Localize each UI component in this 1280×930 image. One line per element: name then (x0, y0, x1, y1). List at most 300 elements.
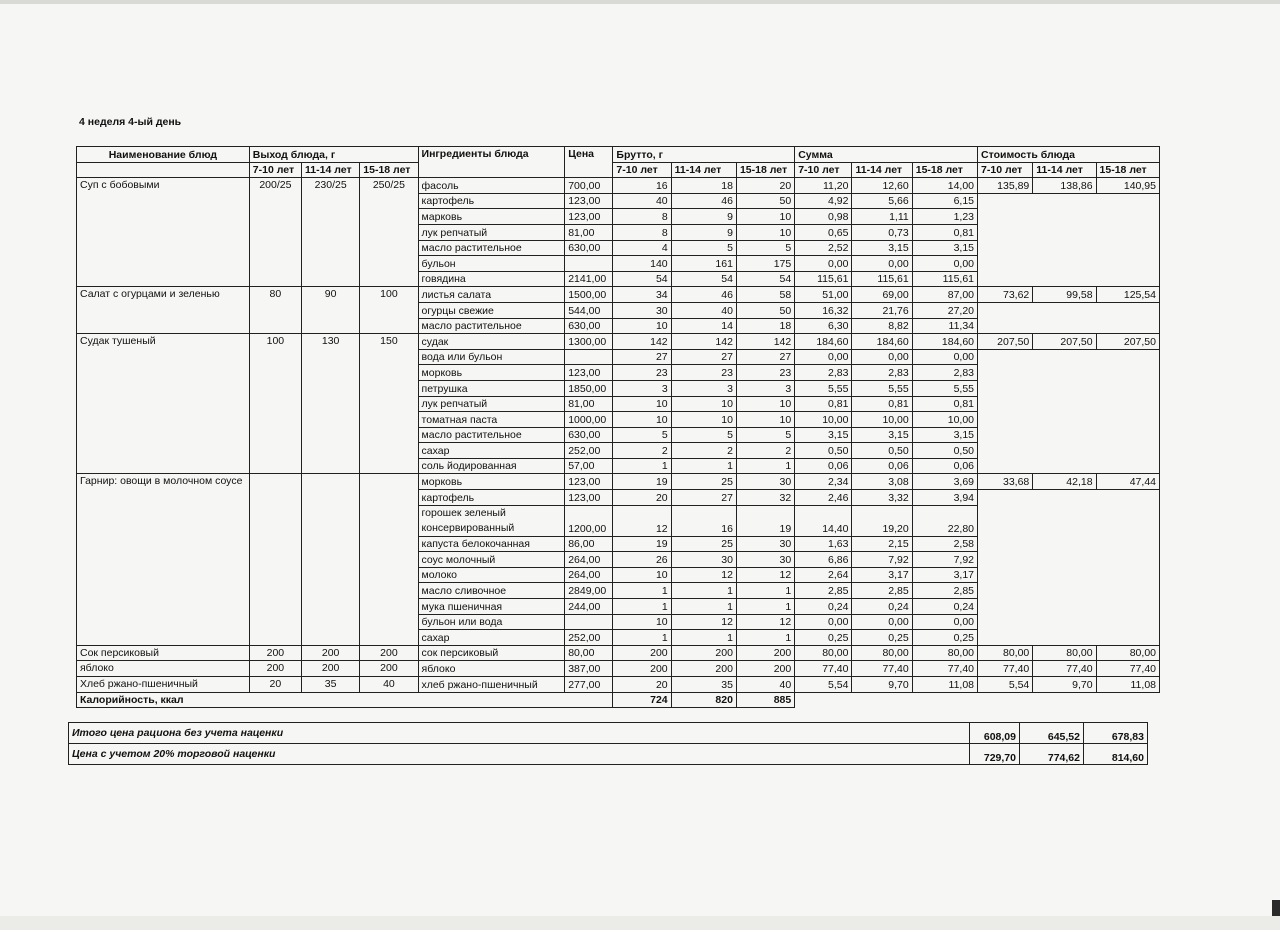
ingredient-sum: 77,40 (795, 661, 852, 677)
ingredient-row (77, 287, 1160, 303)
header-row-1 (77, 147, 1160, 163)
dish-yield: 200 (360, 645, 418, 661)
dish-cost: 207,50 (978, 334, 1033, 350)
dish-cost-empty (978, 302, 1160, 333)
calories-label: Калорийность, ккал (77, 692, 613, 708)
ingredient-gross: 200 (613, 645, 671, 661)
header-age: 15-18 лет (736, 162, 794, 178)
ingredient-price: 1000,00 (565, 412, 613, 428)
ingredient-name: бульон (418, 256, 565, 272)
dish-cost: 207,50 (1096, 334, 1159, 350)
ingredient-name: лук репчатый (418, 396, 565, 412)
ingredient-sum: 0,24 (852, 599, 912, 615)
ingredient-price: 264,00 (565, 567, 613, 583)
ingredient-sum: 6,30 (795, 318, 852, 334)
ingredient-gross: 54 (613, 271, 671, 287)
header-age: 7-10 лет (795, 162, 852, 178)
header-gross: Брутто, г (613, 147, 795, 163)
ingredient-gross: 20 (613, 490, 671, 506)
ingredient-gross: 50 (736, 193, 794, 209)
dish-yield: 100 (249, 334, 301, 474)
ingredient-sum: 184,60 (852, 334, 912, 350)
ingredient-sum: 115,61 (795, 271, 852, 287)
dish-yield: 200 (360, 661, 418, 677)
ingredient-gross: 200 (671, 661, 736, 677)
header-age: 11-14 лет (852, 162, 912, 178)
ingredient-gross: 1 (671, 599, 736, 615)
ingredient-gross: 4 (613, 240, 671, 256)
ingredient-price: 387,00 (565, 661, 613, 677)
ingredient-sum: 21,76 (852, 302, 912, 318)
ingredient-gross: 32 (736, 490, 794, 506)
ingredient-sum: 22,80 (912, 505, 977, 536)
dish-yield: 130 (302, 334, 360, 474)
ingredient-row (77, 677, 1160, 693)
ingredient-sum: 3,69 (912, 474, 977, 490)
dish-yield: 90 (302, 287, 360, 334)
dish-name: яблоко (77, 661, 250, 677)
ingredient-sum: 0,81 (912, 224, 977, 240)
header-dish-cost: Стоимость блюда (978, 147, 1160, 163)
ingredient-gross: 1 (613, 583, 671, 599)
dish-cost: 47,44 (1096, 474, 1159, 490)
ingredient-name: сахар (418, 630, 565, 646)
dish-cost: 42,18 (1033, 474, 1096, 490)
ingredient-sum: 0,81 (795, 396, 852, 412)
ingredient-gross: 58 (736, 287, 794, 303)
ingredient-price: 1200,00 (565, 505, 613, 536)
ingredient-name: мука пшеничная (418, 599, 565, 615)
ingredient-sum: 9,70 (852, 677, 912, 693)
ingredient-gross: 200 (671, 645, 736, 661)
header-age: 11-14 лет (671, 162, 736, 178)
dish-yield: 200/25 (249, 178, 301, 287)
ingredient-gross: 10 (613, 396, 671, 412)
dish-cost: 5,54 (978, 677, 1033, 693)
ingredient-gross: 40 (671, 302, 736, 318)
total-base-label: Итого цена рациона без учета наценки (69, 723, 970, 744)
ingredient-sum: 10,00 (852, 412, 912, 428)
ingredient-sum: 3,15 (852, 427, 912, 443)
dish-cost: 77,40 (1096, 661, 1159, 677)
ingredient-sum: 14,00 (912, 178, 977, 194)
ingredient-price: 123,00 (565, 209, 613, 225)
ingredient-price: 252,00 (565, 443, 613, 459)
dish-yield: 200 (249, 645, 301, 661)
ingredient-sum: 5,55 (795, 380, 852, 396)
header-empty (77, 162, 250, 178)
ingredient-sum: 4,92 (795, 193, 852, 209)
ingredient-name: судак (418, 334, 565, 350)
ingredient-sum: 5,54 (795, 677, 852, 693)
dish-yield (360, 474, 418, 645)
ingredient-gross: 34 (613, 287, 671, 303)
ingredient-gross: 1 (736, 630, 794, 646)
ingredient-sum: 0,00 (795, 256, 852, 272)
header-price: Цена (565, 147, 613, 178)
ingredient-sum: 184,60 (912, 334, 977, 350)
ingredient-gross: 8 (613, 209, 671, 225)
ingredient-gross: 9 (671, 209, 736, 225)
ingredient-gross: 40 (736, 677, 794, 693)
ingredient-sum: 0,65 (795, 224, 852, 240)
dish-cost: 99,58 (1033, 287, 1096, 303)
ingredient-name: масло растительное (418, 240, 565, 256)
dish-yield: 200 (302, 645, 360, 661)
ingredient-gross: 18 (671, 178, 736, 194)
ingredient-sum: 3,15 (912, 240, 977, 256)
ingredient-gross: 5 (671, 427, 736, 443)
ingredient-gross: 27 (671, 490, 736, 506)
ingredient-price: 123,00 (565, 474, 613, 490)
ingredient-gross: 19 (613, 474, 671, 490)
ingredient-sum: 0,25 (852, 630, 912, 646)
ingredient-gross: 2 (736, 443, 794, 459)
total-markup-value: 729,70 (970, 744, 1020, 765)
totals-table (68, 722, 1148, 765)
dish-yield: 150 (360, 334, 418, 474)
ingredient-gross: 23 (736, 365, 794, 381)
total-row-markup (69, 744, 1148, 765)
ingredient-gross: 1 (736, 583, 794, 599)
ingredient-sum: 115,61 (852, 271, 912, 287)
ingredient-gross: 9 (671, 224, 736, 240)
header-age: 15-18 лет (912, 162, 977, 178)
ingredient-name: листья салата (418, 287, 565, 303)
ingredient-sum: 77,40 (852, 661, 912, 677)
ingredient-gross: 3 (736, 380, 794, 396)
ingredient-price (565, 614, 613, 630)
dish-name: Салат с огурцами и зеленью (77, 287, 250, 334)
header-age: 11-14 лет (1033, 162, 1096, 178)
header-age: 7-10 лет (613, 162, 671, 178)
scan-edge-top (0, 0, 1280, 4)
dish-cost: 33,68 (978, 474, 1033, 490)
ingredient-gross: 1 (736, 458, 794, 474)
ingredient-gross: 46 (671, 193, 736, 209)
ingredient-sum: 0,00 (852, 256, 912, 272)
ingredient-sum: 0,81 (852, 396, 912, 412)
ingredient-gross: 200 (613, 661, 671, 677)
ingredient-gross: 30 (736, 474, 794, 490)
ingredient-price: 1500,00 (565, 287, 613, 303)
header-row-2 (77, 162, 1160, 178)
dish-yield: 100 (360, 287, 418, 334)
ingredient-sum: 0,00 (912, 349, 977, 365)
ingredient-price: 700,00 (565, 178, 613, 194)
ingredient-name: лук репчатый (418, 224, 565, 240)
ingredient-gross: 27 (736, 349, 794, 365)
ingredient-gross: 5 (736, 427, 794, 443)
ingredient-sum: 7,92 (852, 552, 912, 568)
ingredient-gross: 161 (671, 256, 736, 272)
ingredient-sum: 2,64 (795, 567, 852, 583)
ingredient-gross: 25 (671, 536, 736, 552)
menu-body (77, 178, 1160, 708)
ingredient-sum: 0,00 (795, 349, 852, 365)
ingredient-price: 630,00 (565, 240, 613, 256)
ingredient-gross: 10 (736, 396, 794, 412)
ingredient-gross: 12 (736, 567, 794, 583)
ingredient-row (77, 474, 1160, 490)
ingredient-sum: 0,00 (852, 614, 912, 630)
dish-cost: 80,00 (1096, 645, 1159, 661)
ingredient-gross: 46 (671, 287, 736, 303)
calories-empty (795, 692, 1160, 708)
dish-name: Судак тушеный (77, 334, 250, 474)
ingredient-gross: 50 (736, 302, 794, 318)
ingredient-sum: 1,11 (852, 209, 912, 225)
ingredient-name: сахар (418, 443, 565, 459)
ingredient-name: марковь (418, 209, 565, 225)
header-age: 15-18 лет (360, 162, 418, 178)
ingredient-sum: 16,32 (795, 302, 852, 318)
ingredient-gross: 1 (613, 458, 671, 474)
dish-cost: 11,08 (1096, 677, 1159, 693)
total-markup-value: 774,62 (1020, 744, 1084, 765)
ingredient-name: масло растительное (418, 318, 565, 334)
ingredient-sum: 0,06 (852, 458, 912, 474)
ingredient-gross: 200 (736, 645, 794, 661)
ingredient-sum: 5,55 (852, 380, 912, 396)
ingredient-name: соль йодированная (418, 458, 565, 474)
header-age: 15-18 лет (1096, 162, 1159, 178)
header-age: 7-10 лет (249, 162, 301, 178)
ingredient-sum: 1,23 (912, 209, 977, 225)
ingredient-sum: 0,50 (795, 443, 852, 459)
dish-cost: 207,50 (1033, 334, 1096, 350)
ingredient-sum: 5,66 (852, 193, 912, 209)
calories-value: 885 (736, 692, 794, 708)
ingredient-sum: 2,85 (795, 583, 852, 599)
ingredient-sum: 0,50 (852, 443, 912, 459)
ingredient-price (565, 349, 613, 365)
ingredient-name: томатная паста (418, 412, 565, 428)
dish-cost: 140,95 (1096, 178, 1159, 194)
ingredient-sum: 11,20 (795, 178, 852, 194)
ingredient-row (77, 178, 1160, 194)
dish-yield: 35 (302, 677, 360, 693)
ingredient-sum: 27,20 (912, 302, 977, 318)
ingredient-gross: 2 (671, 443, 736, 459)
total-base-value: 608,09 (970, 723, 1020, 744)
dish-yield: 230/25 (302, 178, 360, 287)
ingredient-price: 264,00 (565, 552, 613, 568)
dish-cost: 73,62 (978, 287, 1033, 303)
dish-cost: 80,00 (1033, 645, 1096, 661)
ingredient-sum: 2,46 (795, 490, 852, 506)
ingredient-row (77, 334, 1160, 350)
ingredient-gross: 10 (613, 567, 671, 583)
page-title: 4 неделя 4-ый день (79, 116, 182, 128)
ingredient-gross: 19 (613, 536, 671, 552)
ingredient-sum: 10,00 (912, 412, 977, 428)
ingredient-sum: 2,34 (795, 474, 852, 490)
total-markup-label: Цена с учетом 20% торговой наценки (69, 744, 970, 765)
ingredient-price: 86,00 (565, 536, 613, 552)
ingredient-sum: 0,24 (795, 599, 852, 615)
ingredient-sum: 2,83 (795, 365, 852, 381)
ingredient-gross: 10 (613, 614, 671, 630)
ingredient-sum: 6,86 (795, 552, 852, 568)
dish-name: Сок персиковый (77, 645, 250, 661)
ingredient-gross: 5 (671, 240, 736, 256)
ingredient-gross: 1 (613, 630, 671, 646)
ingredient-sum: 184,60 (795, 334, 852, 350)
ingredient-gross: 26 (613, 552, 671, 568)
ingredient-sum: 2,83 (852, 365, 912, 381)
calories-value: 724 (613, 692, 671, 708)
ingredient-gross: 12 (671, 567, 736, 583)
ingredient-sum: 0,98 (795, 209, 852, 225)
dish-yield (302, 474, 360, 645)
ingredient-gross: 5 (613, 427, 671, 443)
ingredient-gross: 23 (613, 365, 671, 381)
ingredient-sum: 0,25 (912, 630, 977, 646)
ingredient-gross: 140 (613, 256, 671, 272)
ingredient-sum: 87,00 (912, 287, 977, 303)
ingredient-sum: 3,15 (795, 427, 852, 443)
ingredient-sum: 0,00 (912, 614, 977, 630)
ingredient-price: 1300,00 (565, 334, 613, 350)
ingredient-gross: 30 (613, 302, 671, 318)
ingredient-sum: 3,94 (912, 490, 977, 506)
ingredient-gross: 10 (736, 209, 794, 225)
ingredient-sum: 77,40 (912, 661, 977, 677)
ingredient-name: вода или бульон (418, 349, 565, 365)
ingredient-name: молоко (418, 567, 565, 583)
ingredient-sum: 80,00 (852, 645, 912, 661)
ingredient-sum: 11,34 (912, 318, 977, 334)
ingredient-gross: 18 (736, 318, 794, 334)
header-yield: Выход блюда, г (249, 147, 418, 163)
ingredient-sum: 0,24 (912, 599, 977, 615)
ingredient-gross: 10 (613, 318, 671, 334)
ingredient-price: 630,00 (565, 318, 613, 334)
dish-cost: 80,00 (978, 645, 1033, 661)
ingredient-sum: 3,08 (852, 474, 912, 490)
ingredient-sum: 6,15 (912, 193, 977, 209)
ingredient-price: 277,00 (565, 677, 613, 693)
ingredient-gross: 142 (613, 334, 671, 350)
ingredient-sum: 3,17 (912, 567, 977, 583)
calories-row (77, 692, 1160, 708)
ingredient-name: говядина (418, 271, 565, 287)
ingredient-gross: 19 (736, 505, 794, 536)
ingredient-price: 244,00 (565, 599, 613, 615)
ingredient-sum: 0,06 (795, 458, 852, 474)
total-base-value: 678,83 (1084, 723, 1148, 744)
dish-cost-empty (978, 349, 1160, 474)
ingredient-gross: 54 (671, 271, 736, 287)
dish-cost-empty (978, 193, 1160, 287)
ingredient-sum: 3,15 (852, 240, 912, 256)
ingredient-gross: 16 (671, 505, 736, 536)
ingredient-price: 2849,00 (565, 583, 613, 599)
ingredient-sum: 3,17 (852, 567, 912, 583)
ingredient-sum: 2,85 (852, 583, 912, 599)
total-row-base (69, 723, 1148, 744)
dish-cost: 77,40 (978, 661, 1033, 677)
ingredient-sum: 7,92 (912, 552, 977, 568)
ingredient-sum: 2,52 (795, 240, 852, 256)
ingredient-sum: 11,08 (912, 677, 977, 693)
ingredient-gross: 27 (613, 349, 671, 365)
dish-cost: 135,89 (978, 178, 1033, 194)
ingredient-sum: 0,25 (795, 630, 852, 646)
ingredient-row (77, 661, 1160, 677)
ingredient-sum: 0,81 (912, 396, 977, 412)
ingredient-sum: 3,32 (852, 490, 912, 506)
ingredient-gross: 20 (736, 178, 794, 194)
ingredient-gross: 16 (613, 178, 671, 194)
ingredient-name: яблоко (418, 661, 565, 677)
ingredient-gross: 30 (736, 552, 794, 568)
ingredient-sum: 2,15 (852, 536, 912, 552)
ingredient-name: петрушка (418, 380, 565, 396)
ingredient-sum: 5,55 (912, 380, 977, 396)
ingredient-gross: 20 (613, 677, 671, 693)
calories-value: 820 (671, 692, 736, 708)
ingredient-name: хлеб ржано-пшеничный (418, 677, 565, 693)
ingredient-row (77, 645, 1160, 661)
ingredient-gross: 1 (671, 583, 736, 599)
menu-table (76, 146, 1160, 708)
ingredient-sum: 115,61 (912, 271, 977, 287)
ingredient-gross: 10 (671, 412, 736, 428)
scan-edge-bottom (0, 916, 1280, 930)
ingredient-name: горошек зеленый консервированный (418, 505, 565, 536)
dish-yield (249, 474, 301, 645)
ingredient-gross: 10 (736, 224, 794, 240)
header-sum: Сумма (795, 147, 978, 163)
ingredient-price: 123,00 (565, 490, 613, 506)
ingredient-sum: 2,83 (912, 365, 977, 381)
total-base-value: 645,52 (1020, 723, 1084, 744)
total-markup-value: 814,60 (1084, 744, 1148, 765)
ingredient-name: бульон или вода (418, 614, 565, 630)
ingredient-gross: 2 (613, 443, 671, 459)
ingredient-gross: 175 (736, 256, 794, 272)
ingredient-sum: 2,85 (912, 583, 977, 599)
ingredient-gross: 1 (736, 599, 794, 615)
ingredient-sum: 10,00 (795, 412, 852, 428)
dish-cost: 77,40 (1033, 661, 1096, 677)
ingredient-sum: 12,60 (852, 178, 912, 194)
ingredient-gross: 27 (671, 349, 736, 365)
ingredient-gross: 14 (671, 318, 736, 334)
ingredient-gross: 12 (613, 505, 671, 536)
ingredient-sum: 1,63 (795, 536, 852, 552)
ingredient-gross: 5 (736, 240, 794, 256)
ingredient-name: морковь (418, 365, 565, 381)
ingredient-sum: 80,00 (795, 645, 852, 661)
ingredient-gross: 23 (671, 365, 736, 381)
dish-cost-empty (978, 490, 1160, 646)
header-age: 11-14 лет (302, 162, 360, 178)
ingredient-price: 81,00 (565, 224, 613, 240)
ingredient-gross: 35 (671, 677, 736, 693)
ingredient-gross: 8 (613, 224, 671, 240)
ingredient-sum: 0,00 (795, 614, 852, 630)
ingredient-name: картофель (418, 490, 565, 506)
ingredient-name: капуста белокочанная (418, 536, 565, 552)
ingredient-name: морковь (418, 474, 565, 490)
ingredient-price: 1850,00 (565, 380, 613, 396)
ingredient-gross: 10 (736, 412, 794, 428)
header-ingredients: Ингредиенты блюда (418, 147, 565, 178)
ingredient-price: 80,00 (565, 645, 613, 661)
